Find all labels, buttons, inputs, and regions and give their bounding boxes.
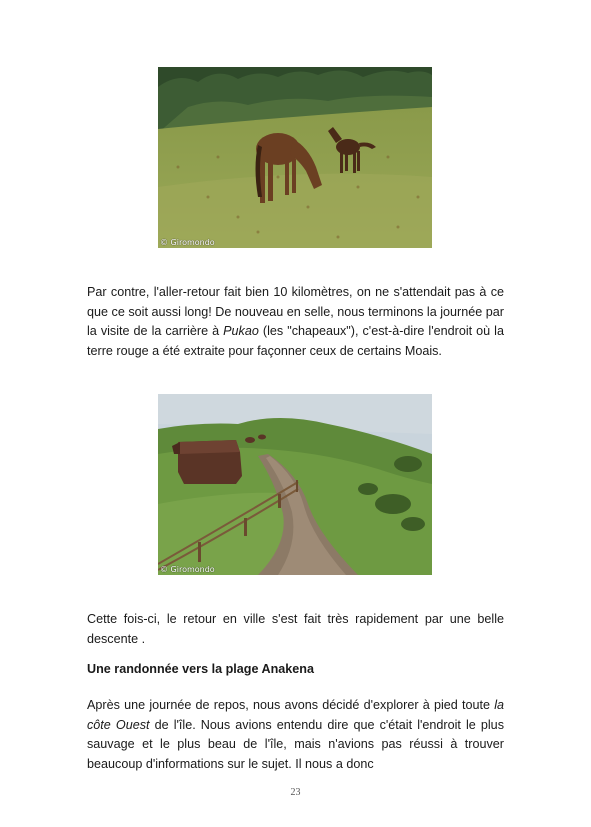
paragraph-text: Après une journée de repos, nous avons décidé d'explorer à pied toute: [87, 698, 495, 712]
horses-photo: [158, 67, 432, 248]
paragraph-west-coast: [87, 696, 504, 774]
pukao-quarry-image: [158, 394, 432, 575]
photo-credit: © Giromondo: [160, 238, 215, 247]
section-heading: Une randonnée vers la plage Anakena: [87, 662, 315, 676]
italic-term: la côte Ouest: [87, 698, 504, 732]
page-number: 23: [290, 787, 301, 798]
paragraph-descent: Cette fois-ci, le retour en ville s'est fait très rapidement par une belle descente .: [87, 612, 504, 646]
paragraph-text: (les "chapeaux"), c'est-à-dire l'endroit où la terre rouge a été extraite pour façonner ceux de certains Moais.: [87, 324, 504, 358]
horses-in-field-image: [158, 67, 432, 248]
pukao-stone: [172, 440, 242, 484]
paragraph-text: Par contre, l'aller-retour fait bien 10 kilomètres, on ne s'attendait pas à ce que ce soit aussi long! De nouveau en selle, nous terminons la journée par la visite de la carrière à: [87, 285, 504, 338]
paragraph-pukao: [87, 283, 504, 361]
quarry-photo: [158, 394, 432, 575]
photo-credit: © Giromondo: [160, 565, 215, 574]
paragraph-text: de l'île. Nous avions entendu dire que c'était l'endroit le plus sauvage et le plus beau de l'île, mais n'avions pas réussi à trouver beaucoup d'informations sur le sujet. Il nous a donc: [87, 717, 504, 771]
italic-term: Pukao: [223, 324, 259, 338]
